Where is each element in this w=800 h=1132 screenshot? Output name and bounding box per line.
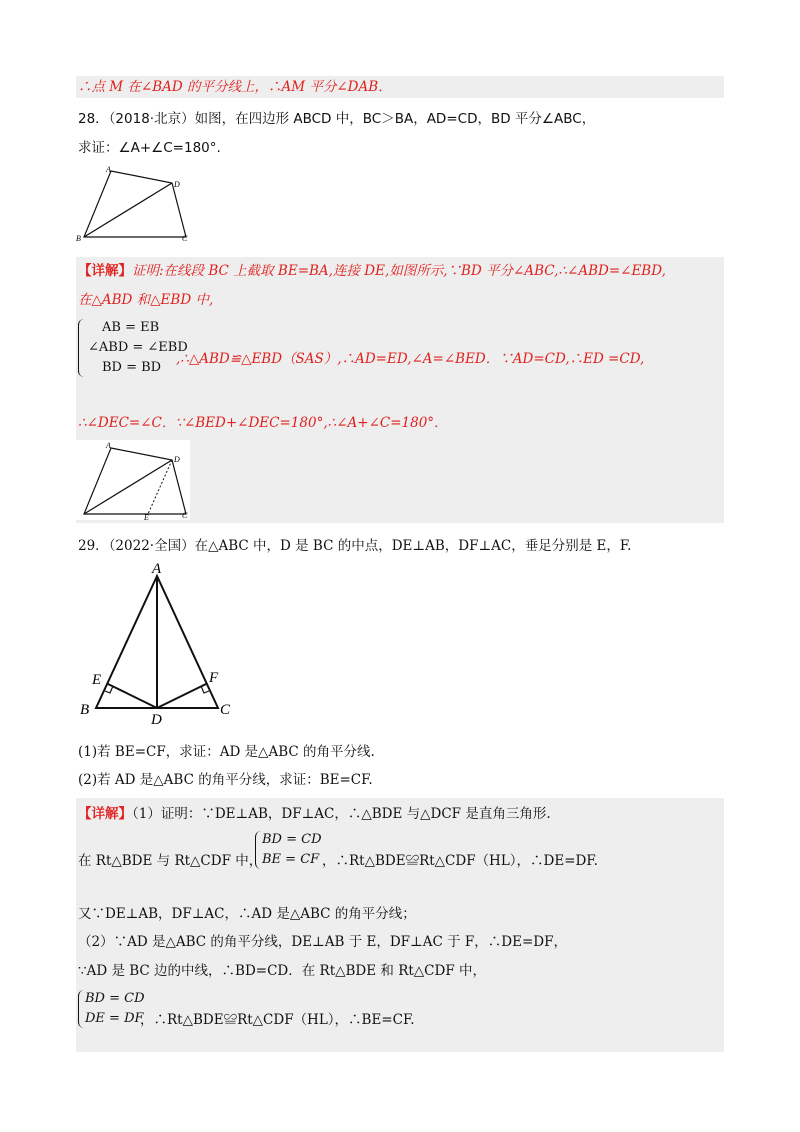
q29-number: 29．	[78, 538, 109, 554]
svg-text:F: F	[209, 670, 219, 686]
q28-sol-line3: ,∴△ABD≌△EBD（SAS）,∴AD=ED,∠A=∠BED．∵AD=CD,∴ED =CD,	[176, 351, 645, 367]
svg-text:C: C	[220, 702, 231, 718]
q29-text: （2022·全国）在△ABC 中，D 是 BC 的中点，DE⊥AB，DF⊥AC，垂足分别是 E，F.	[108, 538, 632, 554]
svg-text:C: C	[182, 511, 188, 520]
q29-sol-line2-pre: 在 Rt△BDE 与 Rt△CDF 中，	[78, 853, 263, 869]
q28-statement	[78, 110, 595, 128]
q29-sol-tag: 【详解】	[78, 806, 132, 822]
q29-statement	[78, 537, 631, 555]
q29-part1: (1)若 BE=CF，求证：AD 是△ABC 的角平分线.	[78, 744, 375, 760]
q29-sol-line5: ∵AD 是 BC 边的中线，∴BD=CD．在 Rt△BDE 和 Rt△CDF 中，	[78, 963, 486, 979]
q29-sol-line3: 又∵DE⊥AB，DF⊥AC，∴AD 是△ABC 的角平分线；	[78, 906, 416, 922]
q28-text: （2018·北京）如图，在四边形 ABCD 中，BC＞BA，AD=CD，BD 平分∠ABC，	[108, 111, 596, 127]
q28-sol-line1: 【详解】证明:在线段 BC 上截取 BE=BA,连接 DE,如图所示,∵BD 平分∠ABC,∴∠ABD=∠EBD,	[78, 263, 666, 279]
q28-sol-tag: 【详解】	[78, 263, 132, 279]
svg-text:D: D	[174, 455, 180, 464]
q28-sol-line2: 在△ABD 和△EBD 中,	[78, 292, 214, 308]
segment-de	[108, 684, 157, 708]
q28-solution-figure	[76, 440, 190, 520]
q29-figure	[76, 558, 246, 728]
label-a: A	[106, 165, 111, 174]
svg-text:B: B	[80, 702, 90, 718]
q28-figure	[76, 163, 192, 243]
q29-equation-system-2: BD = CD DE = DF	[78, 990, 148, 1030]
q28-prove: 求证：∠A+∠C=180°.	[78, 140, 221, 156]
q28-equation-system: AB = EB ∠ABD = ∠EBD BD = BD	[78, 319, 188, 379]
prev-conclusion: ∴点 M 在∠BAD 的平分线上，∴AM 平分∠DAB．	[78, 79, 392, 95]
label-b: B	[76, 234, 81, 243]
diagonal-bd	[84, 183, 172, 237]
label-c: C	[182, 234, 188, 243]
q28-number: 28．	[78, 111, 109, 127]
q29-sol-line2-post: ，∴Rt△BDE≌Rt△CDF（HL），∴DE=DF.	[322, 853, 598, 869]
q29-equation-system-1: BD = CD BE = CF	[255, 831, 325, 871]
q29-sol-line4: （2）∵AD 是△ABC 的角平分线，DE⊥AB 于 E，DF⊥AC 于 F，∴DE=DF，	[78, 934, 567, 950]
svg-text:A: A	[152, 561, 162, 577]
svg-text:D: D	[151, 712, 162, 728]
q29-part2: (2)若 AD 是△ABC 的角平分线，求证：BE=CF.	[78, 772, 373, 788]
svg-text:E: E	[144, 513, 149, 520]
q29-sol-line1: 【详解】（1）证明：∵DE⊥AB，DF⊥AC，∴△BDE 与△DCF 是直角三角形.	[78, 806, 551, 822]
label-d: D	[174, 180, 180, 189]
svg-text:A: A	[106, 441, 111, 450]
segment-df	[157, 684, 206, 708]
q28-sol-line4: ∴∠DEC=∠C．∵∠BED+∠DEC=180°,∴∠A+∠C=180°．	[78, 415, 448, 431]
q29-sol-line6-post: ，∴Rt△BDE≌Rt△CDF（HL），∴BE=CF.	[140, 1012, 415, 1028]
svg-text:E: E	[92, 672, 102, 688]
